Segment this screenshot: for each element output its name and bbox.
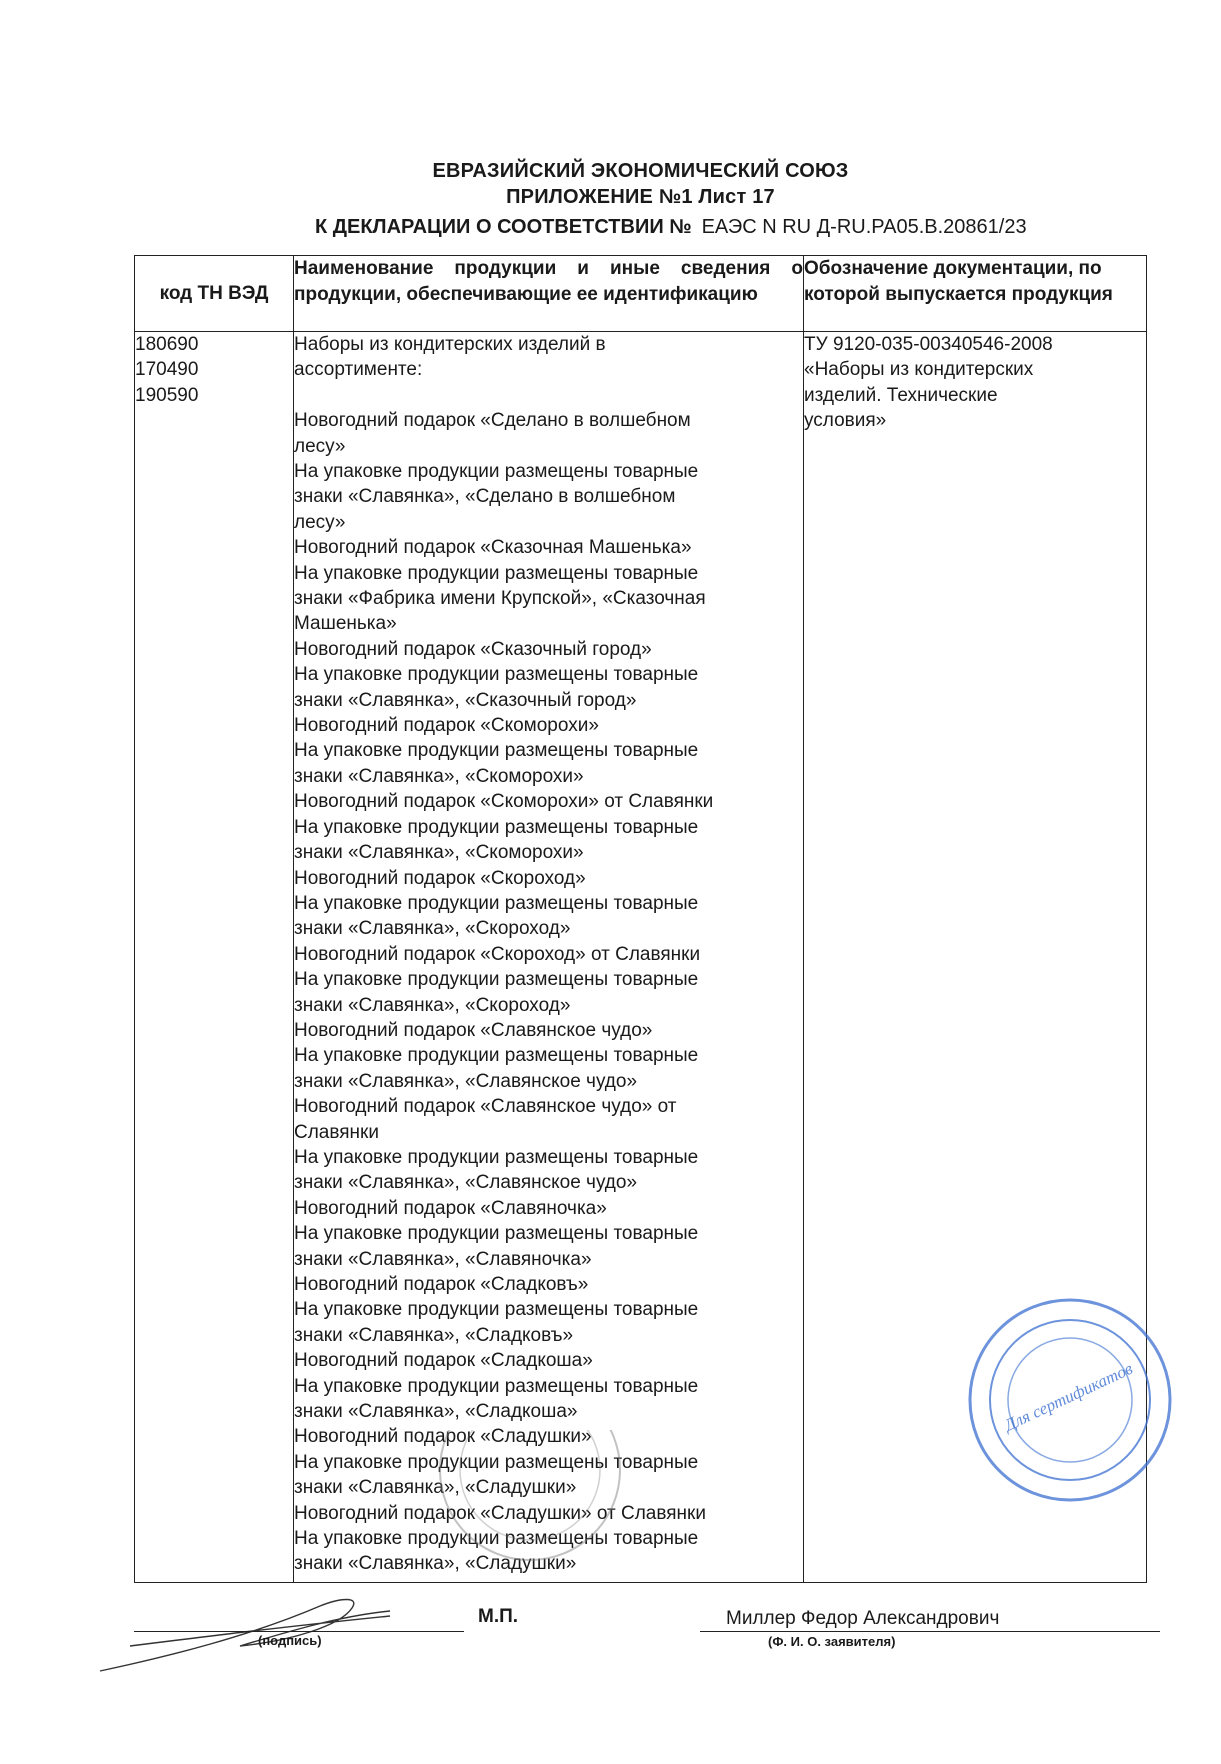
product-line: Новогодний подарок «Скороход» от Славянки <box>294 943 701 965</box>
header-union: ЕВРАЗИЙСКИЙ ЭКОНОМИЧЕСКИЙ СОЮЗ <box>432 160 849 182</box>
codes-cell <box>135 332 294 1583</box>
product-line: Новогодний подарок «Сладушки» <box>294 1426 592 1448</box>
product-line: знаки «Славянка», «Сладкоша» <box>294 1401 578 1423</box>
product-line: знаки «Славянка», «Сделано в волшебном <box>294 486 676 508</box>
product-line: На упаковке продукции размещены товарные <box>294 461 699 483</box>
product-line: Наборы из кондитерских изделий в <box>294 334 606 355</box>
signature-footer <box>0 1586 1221 1706</box>
signature-line <box>134 1631 464 1632</box>
doc-line: изделий. Технические <box>804 384 998 406</box>
product-line: Новогодний подарок «Сделано в волшебном <box>294 410 691 432</box>
product-line: На упаковке продукции размещены товарные <box>294 969 699 991</box>
product-line: знаки «Славянка», «Сказочный город» <box>294 689 637 711</box>
product-line: знаки «Славянка», «Славянское чудо» <box>294 1070 638 1092</box>
product-line: На упаковке продукции размещены товарные <box>294 1146 699 1168</box>
product-line: ассортименте: <box>294 359 423 381</box>
product-line: знаки «Славянка», «Скороход» <box>294 994 571 1016</box>
company-stamp <box>960 1290 1180 1510</box>
product-line: лесу» <box>294 435 346 457</box>
applicant-name: Миллер Федор Александрович <box>726 1608 1000 1629</box>
doc-line: «Наборы из кондитерских <box>804 359 1034 381</box>
signature-caption: (подпись) <box>258 1633 322 1648</box>
product-line: знаки «Славянка», «Сладковъ» <box>294 1324 574 1346</box>
product-line: На упаковке продукции размещены товарные <box>294 562 699 584</box>
product-line: лесу» <box>294 511 346 533</box>
product-line: знаки «Славянка», «Славяночка» <box>294 1248 592 1270</box>
product-line: На упаковке продукции размещены товарные <box>294 1045 699 1067</box>
product-line: На упаковке продукции размещены товарные <box>294 1299 699 1321</box>
product-line: Новогодний подарок «Скоморохи» от Славянки <box>294 791 714 813</box>
product-line <box>294 383 803 408</box>
product-line: На упаковке продукции размещены товарные <box>294 664 699 686</box>
header-declaration-label: К ДЕКЛАРАЦИИ О СООТВЕТСТВИИ № <box>315 216 692 238</box>
product-line: На упаковке продукции размещены товарные <box>294 740 699 762</box>
col-header-product: Наименование продукции и иные сведения о продукции, обеспечивающие ее идентификацию <box>294 256 804 332</box>
product-line: знаки «Славянка», «Славянское чудо» <box>294 1172 638 1194</box>
table-header-row <box>135 256 1147 332</box>
product-line: Славянки <box>294 1121 379 1143</box>
header-appendix: ПРИЛОЖЕНИЕ №1 Лист 17 <box>506 186 775 208</box>
product-line: На упаковке продукции размещены товарные <box>294 1451 699 1473</box>
col-header-code: код ТН ВЭД <box>135 256 294 332</box>
product-line: знаки «Славянка», «Скоморохи» <box>294 842 584 864</box>
product-line: Новогодний подарок «Сладкоша» <box>294 1350 593 1372</box>
product-line: знаки «Фабрика имени Крупской», «Сказочная <box>294 588 706 610</box>
product-line: Новогодний подарок «Скороход» <box>294 867 586 889</box>
product-line: знаки «Славянка», «Скоморохи» <box>294 765 584 787</box>
product-line: Новогодний подарок «Сказочный город» <box>294 638 652 660</box>
code-item: 190590 <box>135 384 199 406</box>
product-line: На упаковке продукции размещены товарные <box>294 1375 699 1397</box>
product-line: На упаковке продукции размещены товарные <box>294 1528 699 1550</box>
product-line: Новогодний подарок «Славяночка» <box>294 1197 607 1219</box>
stamp-text: Для сертификатов <box>1001 1358 1136 1435</box>
signature-image <box>90 1586 420 1686</box>
product-line: Машенька» <box>294 613 397 635</box>
product-line: Новогодний подарок «Сладковъ» <box>294 1274 589 1296</box>
product-line: Новогодний подарок «Славянское чудо» <box>294 1019 653 1041</box>
doc-line: ТУ 9120-035-00340546-2008 <box>804 334 1053 355</box>
product-line: знаки «Славянка», «Сладушки» <box>294 1477 577 1499</box>
product-line: Новогодний подарок «Сказочная Машенька» <box>294 537 692 559</box>
code-item: 170490 <box>135 359 199 381</box>
col-header-documentation: Обозначение документации, по которой выпускается продукция <box>804 256 1147 332</box>
applicant-caption: (Ф. И. О. заявителя) <box>768 1634 896 1649</box>
product-line: На упаковке продукции размещены товарные <box>294 1223 699 1245</box>
round-seal <box>430 1430 630 1570</box>
code-item: 180690 <box>135 334 199 355</box>
product-line: Новогодний подарок «Сладушки» от Славянки <box>294 1502 706 1524</box>
doc-line: условия» <box>804 410 887 432</box>
header-declaration <box>315 216 1027 239</box>
product-line: На упаковке продукции размещены товарные <box>294 892 699 914</box>
applicant-name-line <box>700 1631 1160 1632</box>
declaration-number: ЕАЭС N RU Д-RU.PA05.B.20861/23 <box>701 216 1027 238</box>
product-line: На упаковке продукции размещены товарные <box>294 816 699 838</box>
product-line: Новогодний подарок «Скоморохи» <box>294 715 599 737</box>
product-line: знаки «Славянка», «Сладушки» <box>294 1553 577 1575</box>
product-line: знаки «Славянка», «Скороход» <box>294 918 571 940</box>
seal-place-label: М.П. <box>478 1606 519 1627</box>
products-cell <box>294 332 804 1583</box>
product-line: Новогодний подарок «Славянское чудо» от <box>294 1096 677 1118</box>
